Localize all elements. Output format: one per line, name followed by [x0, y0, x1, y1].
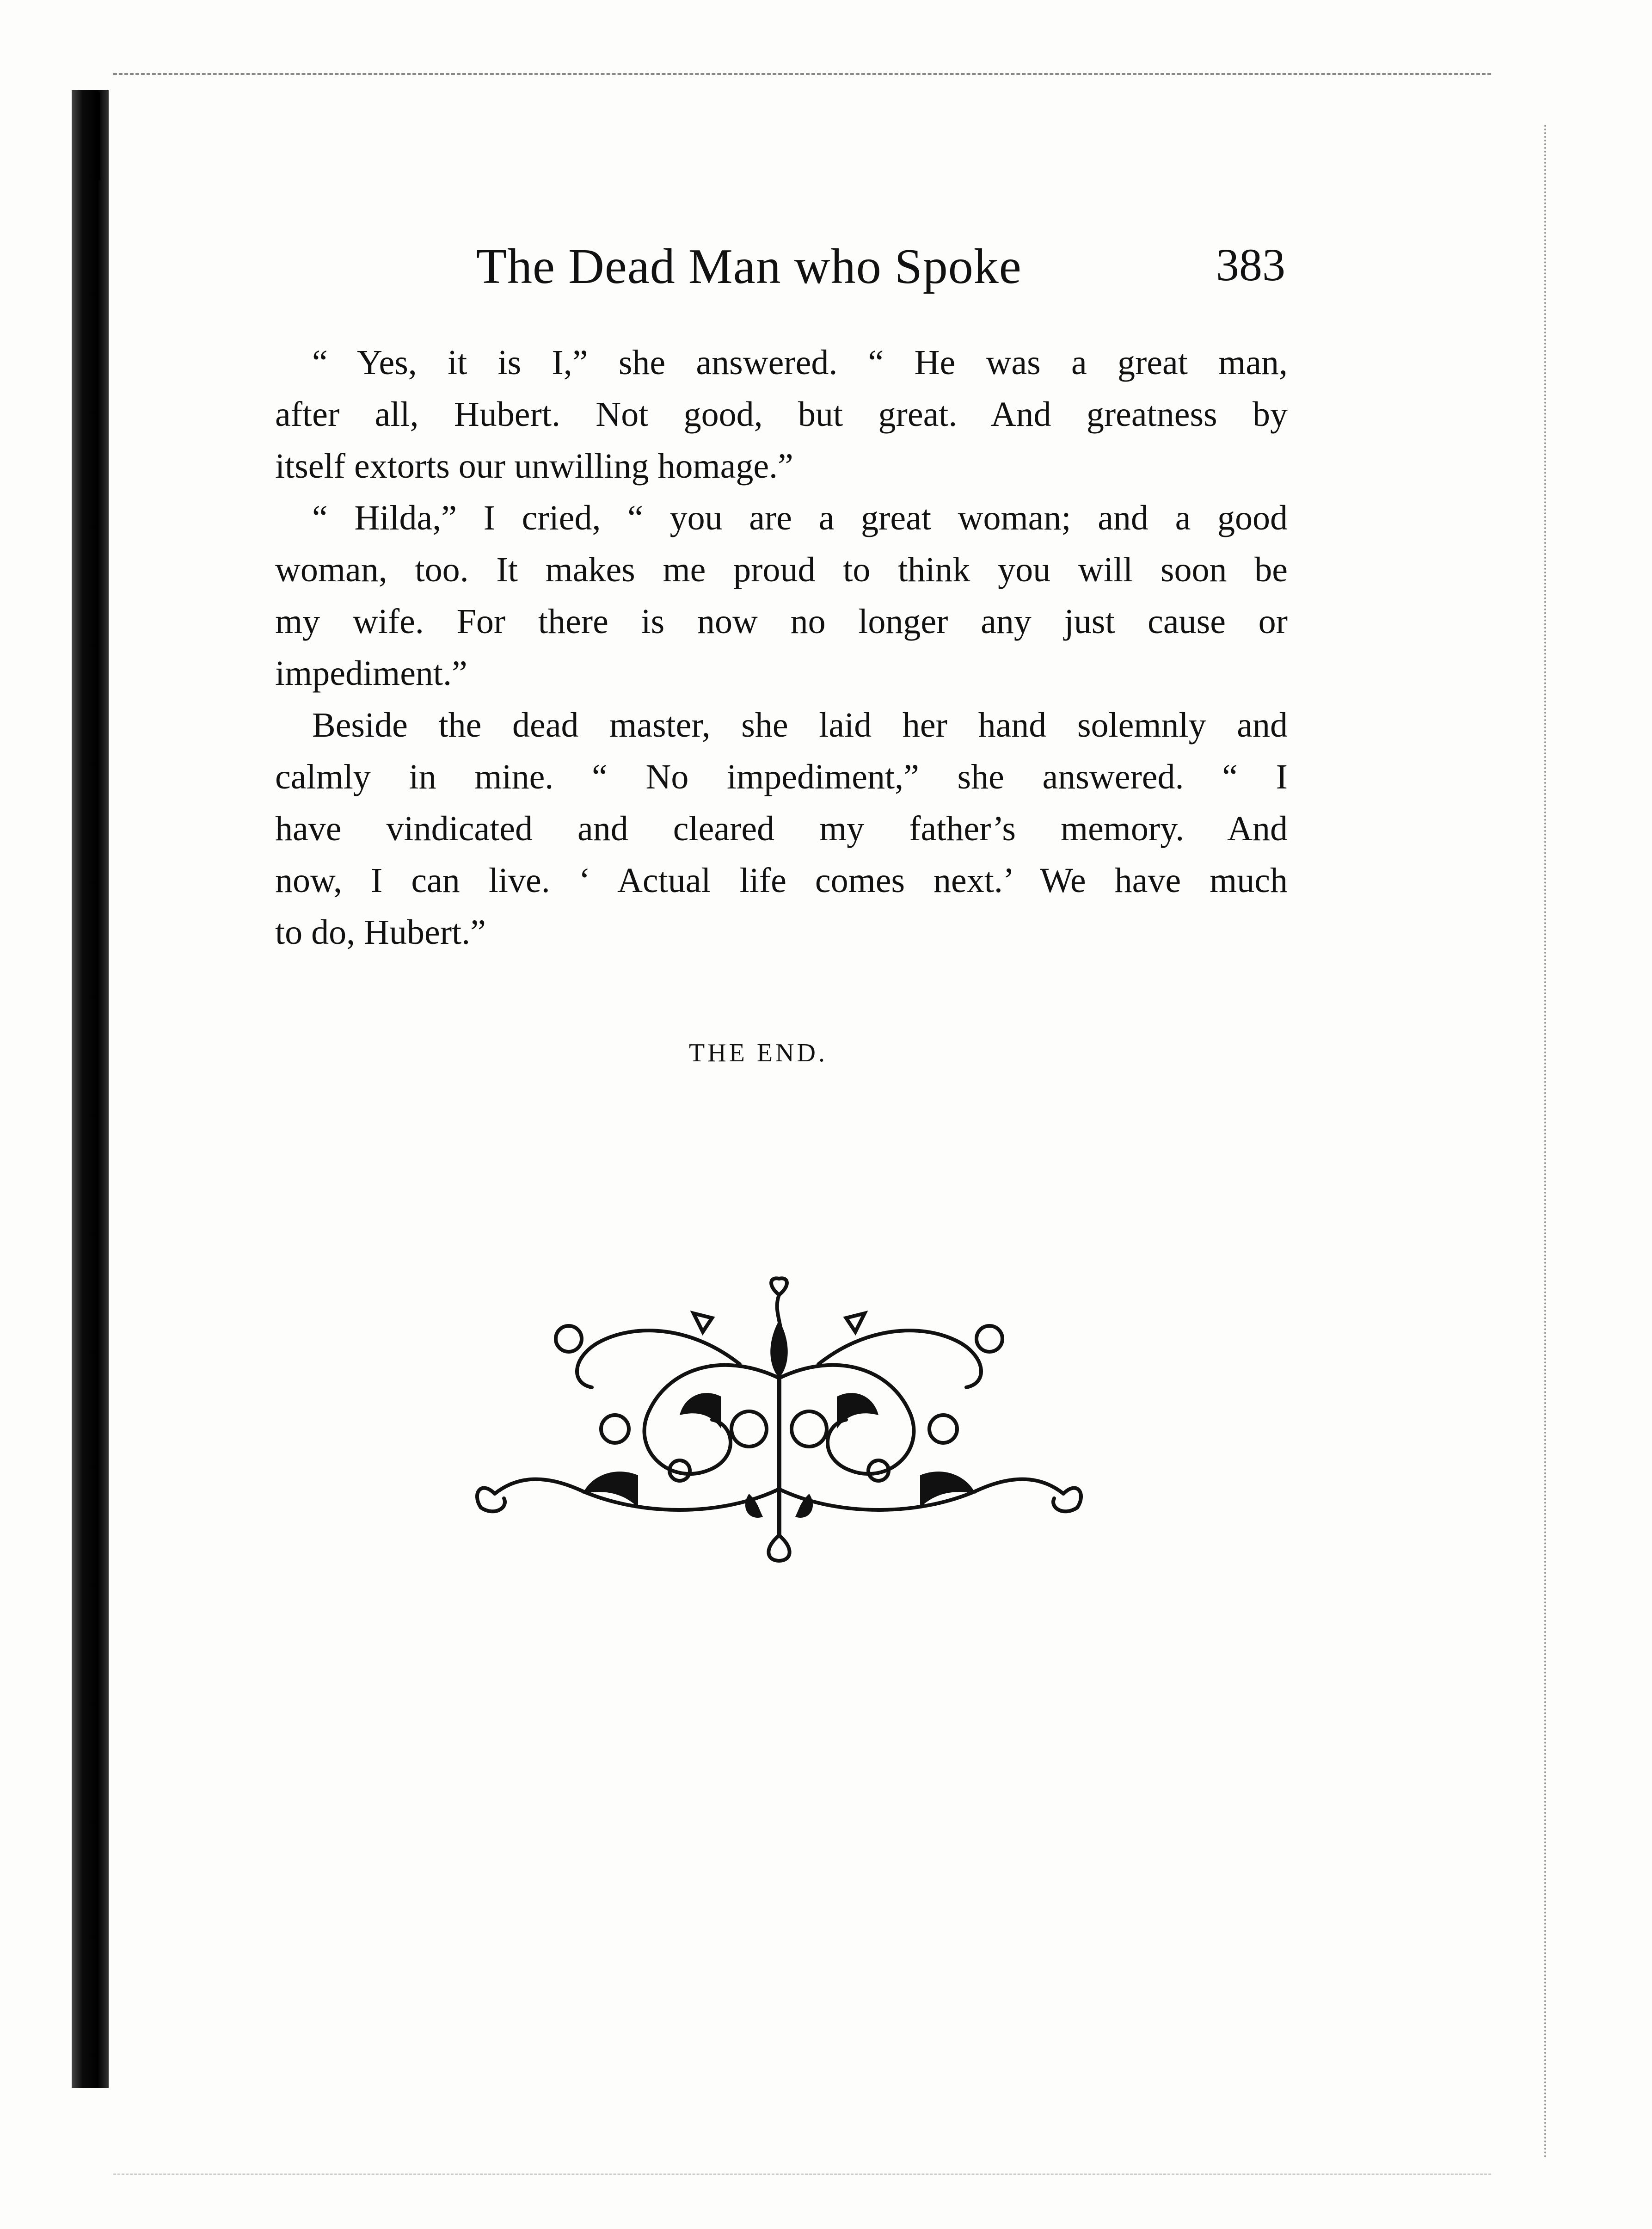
text-line: “ Yes, it is I,” she answered. “ He was a great man, — [312, 343, 1288, 382]
text-line: have vindicated and cleared my father’s memory. And — [275, 809, 1288, 848]
text-line: my wife. For there is now no longer any just cause or — [275, 602, 1288, 641]
text-line: itself extorts our unwilling homage.” — [275, 447, 793, 486]
page-number: 383 — [1216, 239, 1285, 290]
text-line: now, I can live. ‘ Actual life comes next.’ We have much — [275, 861, 1288, 900]
page-right-edge — [1544, 125, 1546, 2160]
text-line: to do, Hubert.” — [275, 913, 486, 952]
the-end-label: THE END. — [689, 1039, 828, 1067]
page-top-edge — [113, 73, 1491, 75]
body-text — [275, 337, 1288, 958]
text-line: Beside the dead master, she laid her hand solemnly and — [312, 706, 1288, 745]
page-bottom-edge — [113, 2174, 1491, 2175]
running-title: The Dead Man who Spoke — [476, 239, 1022, 294]
text-line: “ Hilda,” I cried, “ you are a great woman; and a good — [312, 499, 1288, 537]
binding-edge-mark — [95, 92, 100, 180]
text-line: impediment.” — [275, 654, 467, 693]
text-line: after all, Hubert. Not good, but great. And greatness by — [275, 395, 1288, 434]
binding-edge-shadow — [72, 90, 109, 2088]
text-line: woman, too. It makes me proud to think you will soon be — [275, 550, 1288, 589]
text-line: calmly in mine. “ No impediment,” she answered. “ I — [275, 757, 1288, 796]
floral-tailpiece-ornament-icon — [462, 1276, 1096, 1563]
